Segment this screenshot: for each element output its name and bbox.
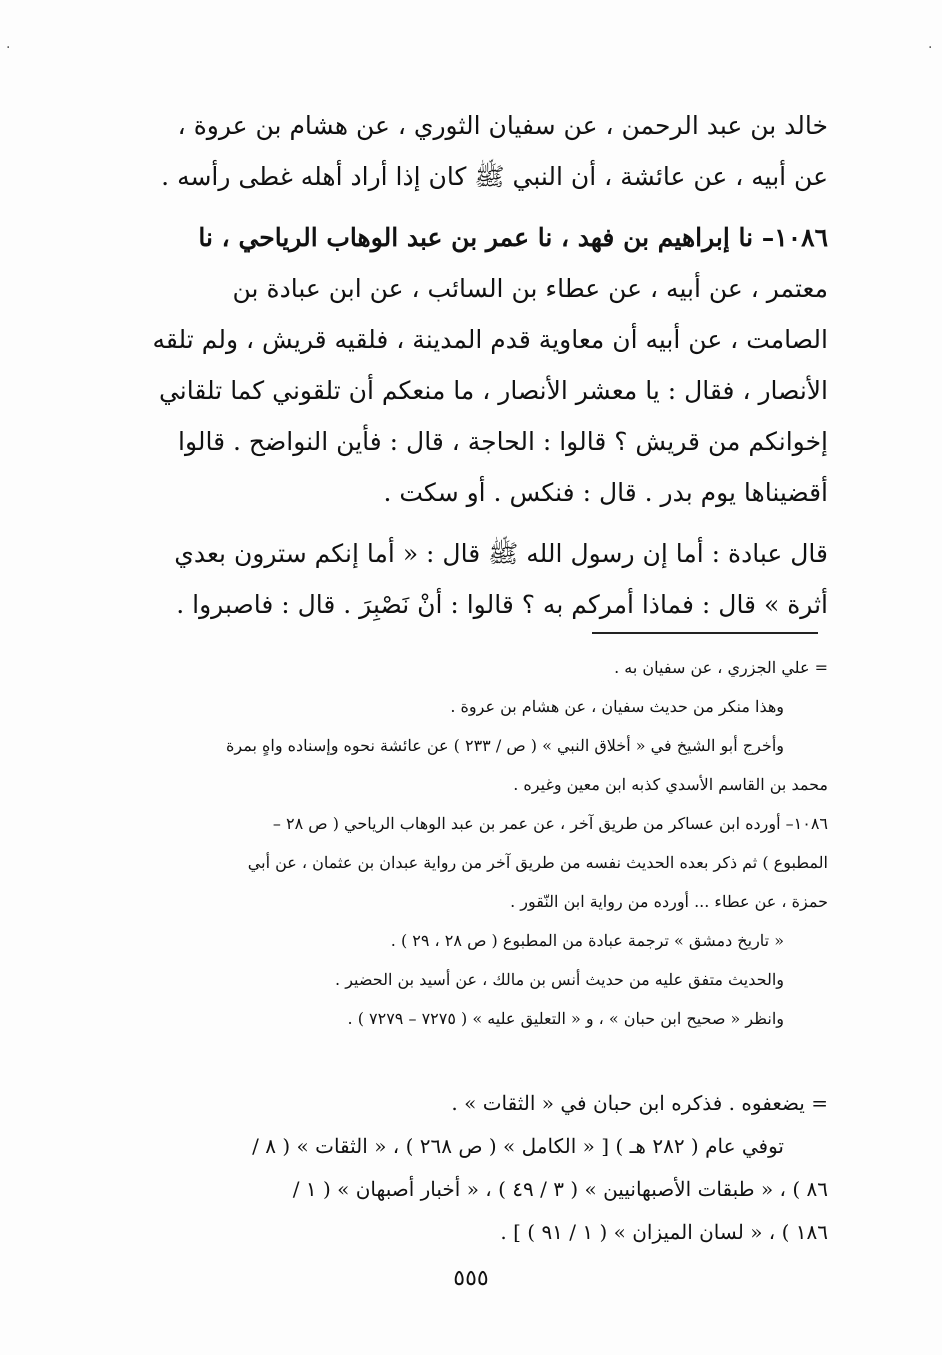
footnote-line: وأخرج أبو الشيخ في « أخلاق النبي » ( ص / ٢٣٣ ) عن عائشة نحوه وإسناده واهٍ بمرة [226,736,784,755]
corner-mark-right: · [928,40,933,56]
footnote-line: محمد بن القاسم الأسدي كذبه ابن معين وغيره . [513,775,828,794]
footnote-line: وانظر « صحيح ابن حبان » ، و « التعليق عليه » ( ٧٢٧٥ – ٧٢٧٩ ) . [347,1009,784,1028]
footnote-separator [592,632,818,634]
bio-note-line: ٨٦ ) ، « طبقات الأصبهانيين » ( ٣ / ٤٩ ) ، « أخبار أصبهان » ( ١ / [292,1177,828,1201]
footnotes [170,648,828,1038]
footnote-line: المطبوع ) ثم ذكر بعده الحديث نفسه من طريق آخر من رواية عبدان بن عثمان ، عن أبي [247,853,828,872]
footnote-line: وهذا منكر من حديث سفيان ، عن هشام بن عروة . [450,697,784,716]
bio-note-line: ١٨٦ ) ، « لسان الميزان » ( ١ / ٩١ ) ] . [500,1220,828,1244]
text-line: قال عبادة : أما إن رسول الله ﷺ قال : « أما إنكم سترون بعدي [174,539,828,568]
paragraph-3 [110,528,828,630]
bio-note-line: = يضعفوه . فذكره ابن حبان في « الثقات » . [451,1091,828,1115]
corner-mark-left: · [6,40,11,56]
text-line: إخوانكم من قريش ؟ قالوا : الحاجة ، قال : فأين النواضح . قالوا [178,427,828,456]
footnote-line: حمزة ، عن عطاء ... أورده من رواية ابن النّقور . [510,892,828,911]
paragraph-hadith-1086 [110,212,828,518]
text-line: عن أبيه ، عن عائشة ، أن النبي ﷺ كان إذا أراد أهله غطى رأسه . [161,162,828,191]
main-text [110,100,828,640]
footnote-line: « تاريخ دمشق » ترجمة عبادة من المطبوع ( ص ٢٨ ، ٢٩ ) . [390,931,784,950]
page-number: ٥٥٥ [453,1266,489,1291]
text-line: الصامت ، عن أبيه أن معاوية قدم المدينة ، فلقيه قريش ، ولم تلقه [152,325,828,354]
paragraph-1 [110,100,828,202]
footnote-line: ١٠٨٦– أورده ابن عساكر من طريق آخر ، عن عمر بن عبد الوهاب الرياحي ( ص ٢٨ – [272,814,828,833]
text-line: أقضيناها يوم بدر . قال : فنكس . أو سكت . [383,478,828,507]
footnote-line: والحديث متفق عليه من حديث أنس بن مالك ، عن أسيد بن الحضير . [335,970,784,989]
text-line: الأنصار ، فقال : يا معشر الأنصار ، ما منعكم أن تلقوني كما تلقاني [158,376,828,405]
bio-note [110,1082,828,1254]
bio-note-line: توفي عام ( ٢٨٢ هـ ) [ « الكامل » ( ص ٢٦٨ ) ، « الثقات » ( ٨ / [252,1134,784,1158]
hadith-number-line: ١٠٨٦– نا إبراهيم بن فهد ، نا عمر بن عبد الوهاب الرياحي ، نا [198,223,828,252]
text-line: خالد بن عبد الرحمن ، عن سفيان الثوري ، عن هشام بن عروة ، [177,111,828,140]
text-line: أثرة » قال : فماذا أمركم به ؟ قالوا : أنْ نَصْبِرَ . قال : فاصبروا . [176,590,828,619]
footnote-line: = علي الجزري ، عن سفيان به . [614,658,828,677]
text-line: معتمر ، عن أبيه ، عن عطاء بن السائب ، عن ابن عبادة بن [232,274,828,303]
